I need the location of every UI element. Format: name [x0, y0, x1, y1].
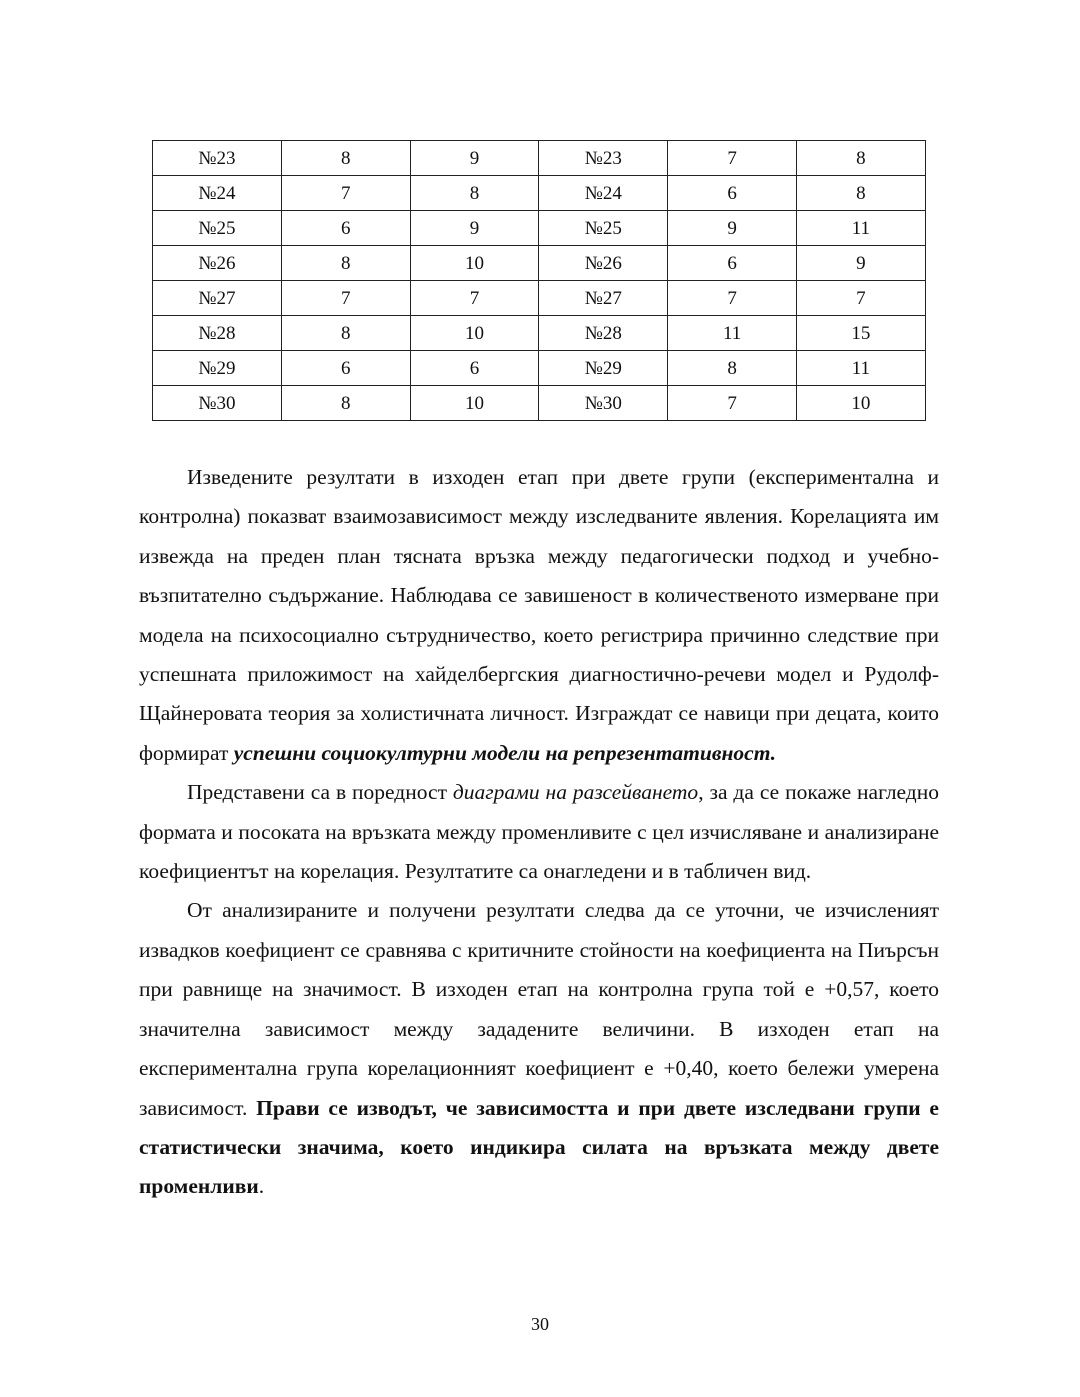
paragraph-diagrams	[139, 773, 939, 891]
paragraph-text: От анализираните и получени резултати следва да се уточни, че изчисленият извадков коефициент се сравнява с критичните стойности на коефициента на Пиърсън при равнище на значимост. В изходен етап на контролна група той е +0,57, което значителна зависимост между зададените величини. В изходен етап на експериментална група корелационният коефициент е +0,40, което бележи умерена зависимост.	[139, 898, 939, 1120]
table-cell: №28	[539, 316, 668, 351]
table-cell: №25	[539, 211, 668, 246]
table-row	[153, 211, 926, 246]
table-cell: 7	[668, 386, 797, 421]
paragraph-end: .	[258, 1174, 265, 1199]
paragraph-conclusions	[139, 458, 939, 773]
table-cell: №24	[153, 176, 282, 211]
table-row	[153, 316, 926, 351]
table-cell: 7	[281, 281, 410, 316]
table-cell: №30	[153, 386, 282, 421]
table-cell: 9	[796, 246, 925, 281]
table-cell: 8	[281, 246, 410, 281]
table-cell: 6	[668, 176, 797, 211]
table-cell: 8	[668, 351, 797, 386]
table-cell: 8	[410, 176, 539, 211]
body-text	[139, 458, 939, 1207]
table-cell: 10	[410, 246, 539, 281]
table-cell: 6	[668, 246, 797, 281]
table-cell: №29	[539, 351, 668, 386]
table-row	[153, 386, 926, 421]
table-cell: 8	[281, 386, 410, 421]
table-cell: №25	[153, 211, 282, 246]
table-cell: 10	[410, 386, 539, 421]
italic-term: диаграми на разсейването	[452, 780, 699, 805]
table-cell: 6	[410, 351, 539, 386]
table-cell: №24	[539, 176, 668, 211]
table-cell: 7	[410, 281, 539, 316]
results-table	[152, 140, 926, 421]
bold-conclusion: Прави се изводът, че зависимостта и при двете изследвани групи е статистически значима, което индикира силата на връзката между двете променливи	[139, 1095, 939, 1199]
table-cell: 7	[796, 281, 925, 316]
table-cell: №26	[153, 246, 282, 281]
table-row	[153, 281, 926, 316]
emphasis-text: успешни социокултурни модели на репрезентативност.	[233, 740, 777, 765]
table-cell: 8	[796, 141, 925, 176]
table-cell: №27	[539, 281, 668, 316]
table-cell: 10	[796, 386, 925, 421]
table-cell: 9	[410, 211, 539, 246]
table-cell: 11	[796, 211, 925, 246]
paragraph-correlation	[139, 891, 939, 1206]
table-cell: 11	[796, 351, 925, 386]
table-cell: 6	[281, 211, 410, 246]
results-table-body	[153, 141, 926, 421]
table-cell: 8	[281, 316, 410, 351]
table-cell: 6	[281, 351, 410, 386]
table-cell: 7	[668, 281, 797, 316]
table-cell: №29	[153, 351, 282, 386]
table-cell: №23	[153, 141, 282, 176]
table-row	[153, 141, 926, 176]
table-cell: 8	[796, 176, 925, 211]
table-cell: 15	[796, 316, 925, 351]
table-row	[153, 246, 926, 281]
table-cell: №27	[153, 281, 282, 316]
table-cell: 8	[281, 141, 410, 176]
table-cell: №28	[153, 316, 282, 351]
paragraph-text: Изведените резултати в изходен етап при двете групи (експериментална и контролна) показват взаимозависимост между изследваните явления. Корелацията им извежда на преден план тясната връзка между педагогически подход и учебно-възпитателно съдържание. Наблюдава се завишеност в количественото измерване при модела на психосоциално сътрудничество, което регистрира причинно следствие при успешната приложимост на хайделбергския диагностично-речеви модел и Рудолф-Щайнеровата теория за холистичната личност. Изграждат се навици при децата, които формират	[139, 465, 939, 765]
table-cell: 9	[668, 211, 797, 246]
table-row	[153, 176, 926, 211]
table-cell: 10	[410, 316, 539, 351]
paragraph-text: , за да се покаже нагледно формата и посоката на връзката между променливите с цел изчисляване и анализиране коефициентът на корелация. Резултатите са онагледени и в табличен вид.	[139, 780, 939, 884]
paragraph-text: Представени са в поредност	[187, 780, 453, 805]
table-cell: 7	[668, 141, 797, 176]
table-cell: №26	[539, 246, 668, 281]
table-cell: 9	[410, 141, 539, 176]
table-cell: 11	[668, 316, 797, 351]
table-row	[153, 351, 926, 386]
page-number: 30	[531, 1314, 549, 1334]
table-cell: №23	[539, 141, 668, 176]
table-cell: 7	[281, 176, 410, 211]
table-cell: №30	[539, 386, 668, 421]
